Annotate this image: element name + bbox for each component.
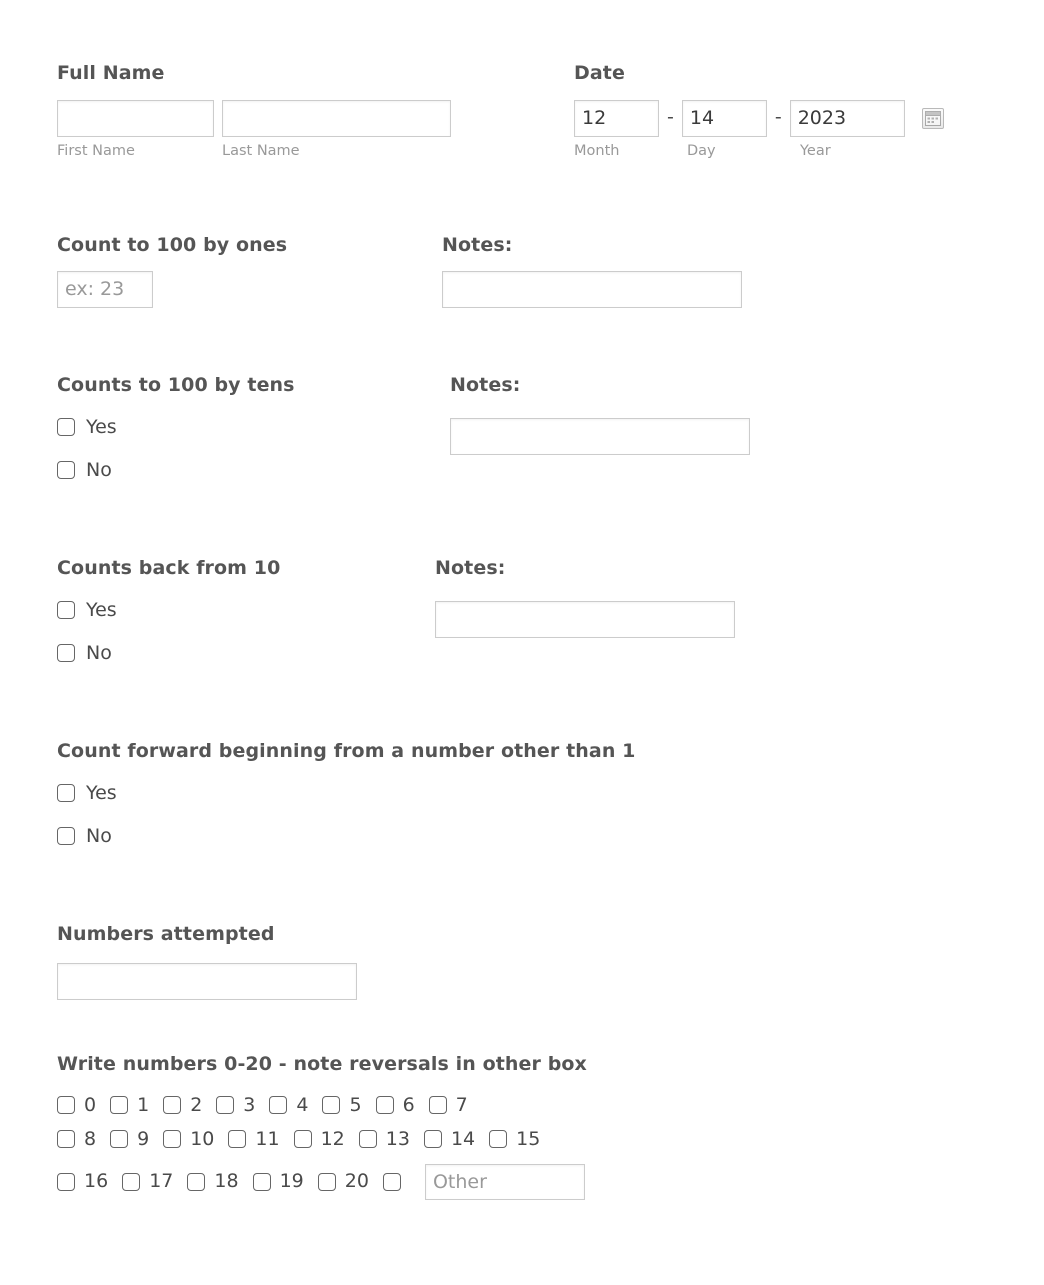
date-captions bbox=[574, 143, 944, 160]
checkbox-icon[interactable] bbox=[216, 1096, 234, 1114]
option-label: 0 bbox=[84, 1093, 97, 1116]
counts-to-100-by-tens-option-no[interactable] bbox=[57, 458, 295, 481]
option-label: 6 bbox=[402, 1093, 415, 1116]
checkbox-icon[interactable] bbox=[294, 1130, 312, 1148]
option-label: Yes bbox=[86, 781, 117, 804]
date-year-caption: Year bbox=[800, 142, 831, 159]
first-name-input[interactable] bbox=[57, 100, 214, 137]
last-name-caption: Last Name bbox=[222, 142, 300, 159]
date-field-group bbox=[574, 62, 944, 160]
counts-to-100-by-tens-group bbox=[57, 374, 295, 504]
numbers-attempted-group bbox=[57, 923, 357, 1000]
write-number-option[interactable] bbox=[163, 1093, 203, 1116]
checkbox-icon[interactable] bbox=[269, 1096, 287, 1114]
date-day-input[interactable] bbox=[682, 100, 767, 137]
date-separator-2: - bbox=[774, 105, 782, 128]
checkbox-icon[interactable] bbox=[383, 1173, 401, 1191]
count-to-100-by-ones-notes-label: Notes: bbox=[442, 234, 513, 256]
checkbox-icon[interactable] bbox=[163, 1096, 181, 1114]
option-label: 7 bbox=[455, 1093, 468, 1116]
full-name-label: Full Name bbox=[57, 62, 165, 84]
write-number-option[interactable] bbox=[253, 1172, 304, 1191]
option-label: 5 bbox=[349, 1093, 362, 1116]
option-label: 8 bbox=[84, 1127, 97, 1150]
full-name-inputs bbox=[57, 100, 451, 137]
write-number-option[interactable] bbox=[110, 1093, 150, 1116]
count-to-100-by-ones-label: Count to 100 by ones bbox=[57, 234, 288, 256]
option-label: 9 bbox=[137, 1127, 150, 1150]
option-label: 10 bbox=[190, 1127, 215, 1150]
write-number-option[interactable] bbox=[57, 1172, 108, 1191]
counts-to-100-by-tens-notes-label: Notes: bbox=[450, 374, 521, 396]
counts-to-100-by-tens-notes-group bbox=[450, 374, 750, 455]
write-number-option[interactable] bbox=[163, 1127, 215, 1150]
count-to-100-by-ones-input[interactable] bbox=[57, 271, 153, 308]
full-name-captions bbox=[57, 143, 451, 160]
date-separator-1: - bbox=[667, 105, 674, 128]
write-numbers-row bbox=[57, 1127, 587, 1150]
checkbox-icon[interactable] bbox=[57, 827, 75, 845]
write-number-option[interactable] bbox=[187, 1172, 238, 1191]
checkbox-icon[interactable] bbox=[429, 1096, 447, 1114]
checkbox-icon[interactable] bbox=[57, 644, 75, 662]
checkbox-icon[interactable] bbox=[489, 1130, 507, 1148]
option-label: 12 bbox=[320, 1127, 345, 1150]
counts-back-from-10-notes-label: Notes: bbox=[435, 557, 506, 579]
checkbox-icon[interactable] bbox=[57, 1173, 75, 1191]
write-numbers-row bbox=[57, 1164, 587, 1200]
checkbox-icon[interactable] bbox=[359, 1130, 377, 1148]
counts-back-from-10-notes-group bbox=[435, 557, 735, 638]
full-name-field-group bbox=[57, 62, 451, 160]
counts-to-100-by-tens-notes-input[interactable] bbox=[450, 418, 750, 455]
option-label: 4 bbox=[296, 1093, 309, 1116]
counts-back-from-10-option-yes[interactable] bbox=[57, 598, 280, 621]
option-label: Yes bbox=[86, 415, 117, 438]
write-number-option[interactable] bbox=[489, 1127, 541, 1150]
option-label: 1 bbox=[137, 1093, 150, 1116]
counts-back-from-10-option-no[interactable] bbox=[57, 641, 280, 664]
date-month-input[interactable] bbox=[574, 100, 659, 137]
date-day-caption: Day bbox=[687, 142, 716, 159]
write-number-option[interactable] bbox=[359, 1127, 410, 1150]
write-numbers-row bbox=[57, 1093, 587, 1116]
write-number-option[interactable] bbox=[57, 1127, 97, 1150]
count-to-100-by-ones-notes-group bbox=[442, 234, 742, 308]
option-label: Yes bbox=[86, 598, 117, 621]
option-label: No bbox=[86, 824, 112, 847]
checkbox-icon[interactable] bbox=[253, 1173, 271, 1191]
write-number-option[interactable] bbox=[429, 1093, 468, 1116]
write-numbers-group bbox=[57, 1053, 587, 1215]
checkbox-icon[interactable] bbox=[110, 1130, 128, 1148]
date-inputs bbox=[574, 100, 944, 137]
option-label: 20 bbox=[344, 1170, 369, 1193]
checkbox-icon[interactable] bbox=[110, 1096, 128, 1114]
counts-back-from-10-group bbox=[57, 557, 280, 687]
checkbox-icon[interactable] bbox=[57, 601, 75, 619]
count-forward-group bbox=[57, 740, 636, 870]
write-number-option[interactable] bbox=[294, 1127, 345, 1150]
write-number-option[interactable] bbox=[269, 1093, 309, 1116]
count-to-100-by-ones-notes-input[interactable] bbox=[442, 271, 742, 308]
first-name-caption: First Name bbox=[57, 142, 135, 159]
checkbox-icon[interactable] bbox=[57, 784, 75, 802]
write-number-option[interactable] bbox=[57, 1093, 97, 1116]
write-numbers-label: Write numbers 0-20 - note reversals in other box bbox=[57, 1053, 587, 1075]
checkbox-icon[interactable] bbox=[122, 1173, 140, 1191]
checkbox-icon[interactable] bbox=[376, 1096, 394, 1114]
date-year-input[interactable] bbox=[790, 100, 905, 137]
option-label: 17 bbox=[149, 1170, 174, 1193]
checkbox-icon[interactable] bbox=[424, 1130, 442, 1148]
checkbox-icon[interactable] bbox=[57, 418, 75, 436]
checkbox-icon[interactable] bbox=[322, 1096, 340, 1114]
option-label: No bbox=[86, 641, 112, 664]
option-label: 16 bbox=[84, 1170, 109, 1193]
count-forward-label: Count forward beginning from a number other than 1 bbox=[57, 740, 636, 762]
checkbox-icon[interactable] bbox=[318, 1173, 336, 1191]
option-label: 18 bbox=[214, 1170, 239, 1193]
numbers-attempted-label: Numbers attempted bbox=[57, 923, 275, 945]
write-number-option[interactable] bbox=[322, 1093, 362, 1116]
checkbox-icon[interactable] bbox=[163, 1130, 181, 1148]
count-forward-option-no[interactable] bbox=[57, 824, 636, 847]
option-label: 3 bbox=[243, 1093, 256, 1116]
write-number-option[interactable] bbox=[318, 1172, 369, 1191]
checkbox-icon[interactable] bbox=[228, 1130, 246, 1148]
option-label: 15 bbox=[516, 1127, 541, 1150]
count-forward-option-yes[interactable] bbox=[57, 781, 636, 804]
write-number-option[interactable] bbox=[424, 1127, 476, 1150]
checkbox-icon[interactable] bbox=[187, 1173, 205, 1191]
write-number-option[interactable] bbox=[228, 1127, 280, 1150]
counts-back-from-10-label: Counts back from 10 bbox=[57, 557, 281, 579]
numbers-attempted-input[interactable] bbox=[57, 963, 357, 1000]
option-label: 14 bbox=[450, 1127, 476, 1150]
write-number-option[interactable] bbox=[216, 1093, 256, 1116]
date-month-caption: Month bbox=[574, 142, 620, 159]
option-label: 19 bbox=[279, 1170, 304, 1193]
counts-to-100-by-tens-label: Counts to 100 by tens bbox=[57, 374, 295, 396]
date-label: Date bbox=[574, 62, 625, 84]
option-label: 2 bbox=[190, 1093, 203, 1116]
option-label: 11 bbox=[255, 1127, 280, 1150]
calendar-icon[interactable] bbox=[922, 108, 944, 129]
counts-to-100-by-tens-option-yes[interactable] bbox=[57, 415, 295, 438]
write-number-option-other[interactable] bbox=[383, 1173, 401, 1191]
checkbox-icon[interactable] bbox=[57, 1130, 75, 1148]
option-label: No bbox=[86, 458, 112, 481]
last-name-input[interactable] bbox=[222, 100, 451, 137]
counts-back-from-10-notes-input[interactable] bbox=[435, 601, 735, 638]
write-number-option[interactable] bbox=[122, 1172, 173, 1191]
checkbox-icon[interactable] bbox=[57, 461, 75, 479]
option-label: 13 bbox=[385, 1127, 410, 1150]
checkbox-icon[interactable] bbox=[57, 1096, 75, 1114]
write-numbers-other-input[interactable] bbox=[425, 1164, 585, 1200]
count-to-100-by-ones-group bbox=[57, 234, 287, 308]
write-number-option[interactable] bbox=[110, 1127, 150, 1150]
write-number-option[interactable] bbox=[376, 1093, 415, 1116]
